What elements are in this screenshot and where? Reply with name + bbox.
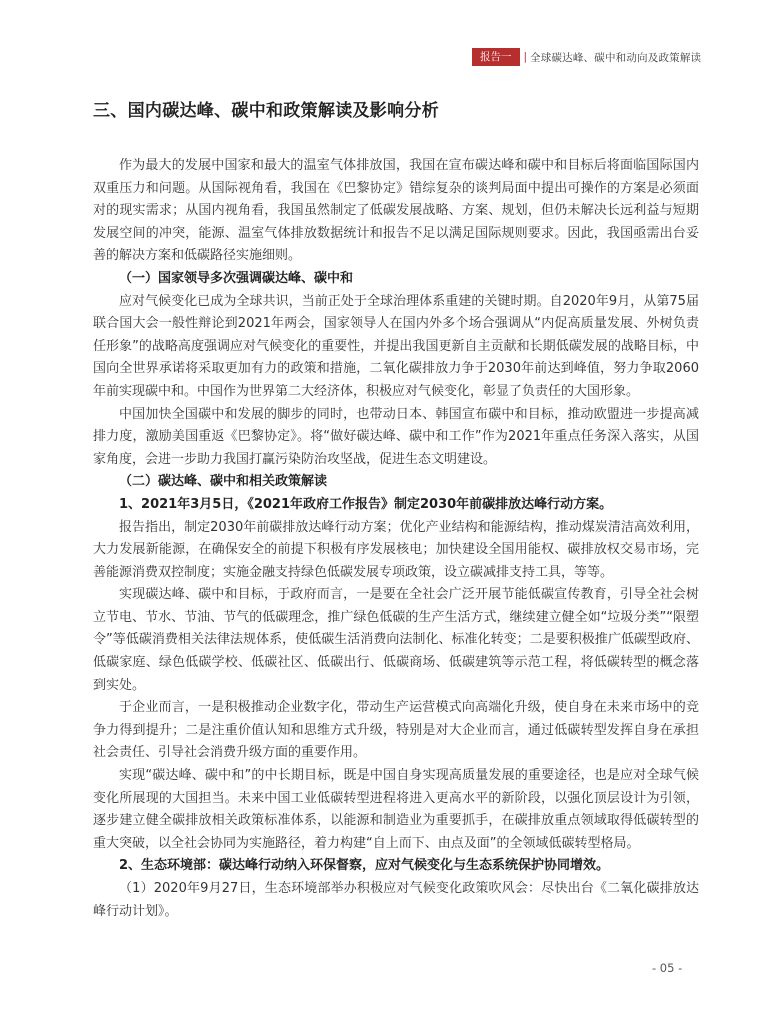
section-title: 三、国内碳达峰、碳中和政策解读及影响分析 [93, 101, 439, 121]
subheading-leaders-emphasis: （一）国家领导多次强调碳达峰、碳中和 [119, 270, 354, 286]
paragraph-global-impact: 中国加快全国碳中和发展的脚步的同时，也带动日本、韩国宣布碳中和目标，推动欧盟进一步提高减排力度，激励美国重返《巴黎协定》。将“做好碳达峰、碳中和工作”作为2021年重点任务深入落实，从国家角度，会进一步助力我国打赢污染防治攻坚战，促进生态文明建设。 [93, 406, 699, 467]
report-badge: 报告一 [472, 48, 520, 66]
paragraph-government-actions: 实现碳达峰、碳中和目标，于政府而言，一是要在全社会广泛开展节能低碳宣传教育，引导全社会树立节电、节水、节油、节气的低碳理念，推广绿色低碳的生产生活方式，继续建立健全如“垃圾分类”“限塑令”等低碳消费相关法律法规体系，使低碳生活消费向法制化、标准化转变；二是要积极推广低碳型政府、低碳家庭、绿色低碳学校、低碳社区、低碳出行、低碳商场、低碳建筑等示范工程，将低碳转型的概念落到实处。 [93, 587, 699, 693]
paragraph-climate-consensus: 应对气候变化已成为全球共识，当前正处于全球治理体系重建的关键时期。自2020年9月，从第75届联合国大会一般性辩论到2021年两会，国家领导人在国内外多个场合强调从“内促高质量发展、外树负责任形象”的战略高度强调应对气候变化的重要性，并提出我国更新自主贡献和长期低碳发展的战略目标，中国向全世界承诺将采取更加有力的政策和措施，二氧化碳排放力争于2030年前达到峰值，努力争取2060年前实现碳中和。中国作为世界第二大经济体，积极应对气候变化，彰显了负责任的大国形象。 [93, 293, 699, 399]
page-number: - 05 - [652, 961, 683, 975]
subheading-ministry-ecology: 2、生态环境部：碳达峰行动纳入环保督察，应对气候变化与生态系统保护协同增效。 [119, 858, 610, 874]
page-body [93, 96, 699, 923]
paragraph-briefing: （1）2020年9月27日，生态环境部举办积极应对气候变化政策吹风会：尽快出台《二氧化碳排放达峰行动计划》。 [93, 881, 699, 919]
paragraph-enterprise-actions: 于企业而言，一是积极推动企业数字化，带动生产运营模式向高端化升级，使自身在未来市场中的竞争力得到提升；二是注重价值认知和思维方式升级，特别是对大企业而言，通过低碳转型发挥自身在承担社会责任、引导社会消费升级方面的重要作用。 [93, 700, 699, 761]
paragraph-long-term-goals: 实现“碳达峰、碳中和”的中长期目标，既是中国自身实现高质量发展的重要途径，也是应对全球气候变化所展现的大国担当。未来中国工业低碳转型进程将进入更高水平的新阶段，以强化顶层设计为引领，逐步建立健全碳排放相关政策标准体系，以能源和制造业为重要抓手，在碳排放重点领域取得低碳转型的重大突破，以全社会协同为实施路径，着力构建“自上而下、由点及面”的全领域低碳转型格局。 [93, 768, 699, 851]
paragraph-report-points: 报告指出，制定2030年前碳排放达峰行动方案；优化产业结构和能源结构，推动煤炭清洁高效利用，大力发展新能源，在确保安全的前提下积极有序发展核电；加快建设全国用能权、碳排放权交易市场，完善能源消费双控制度；实施金融支持绿色低碳发展专项政策，设立碳减排支持工具，等等。 [93, 519, 699, 580]
subheading-gov-work-report: 1、2021年3月5日，《2021年政府工作报告》制定2030年前碳排放达峰行动方案。 [119, 496, 613, 512]
header-title: 全球碳达峰、碳中和动向及政策解读 [530, 51, 702, 64]
subheading-policy-interpretation: （二）碳达峰、碳中和相关政策解读 [119, 474, 328, 490]
header-separator: | [523, 51, 528, 63]
running-header [472, 48, 701, 66]
paragraph-intro: 作为最大的发展中国家和最大的温室气体排放国，我国在宣布碳达峰和碳中和目标后将面临国际国内双重压力和问题。从国际视角看，我国在《巴黎协定》错综复杂的谈判局面中提出可操作的方案是必须面对的现实需求；从国内视角看，我国虽然制定了低碳发展战略、方案、规划，但仍未解决长远利益与短期发展空间的冲突，能源、温室气体排放数据统计和报告不足以满足国际规则要求。因此，我国亟需出台妥善的解决方案和低碳路径实施细则。 [93, 158, 699, 264]
